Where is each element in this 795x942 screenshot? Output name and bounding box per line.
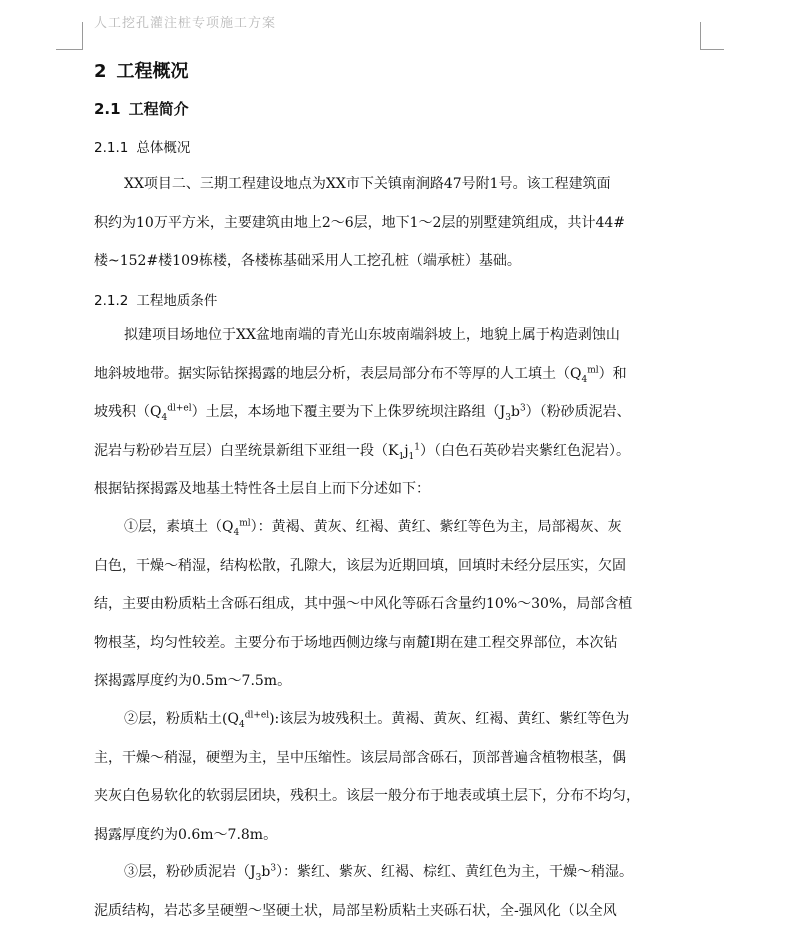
section-title: 工程简介 bbox=[128, 100, 189, 118]
formula-superscript: ml bbox=[239, 518, 251, 529]
formula-subscript: 4 bbox=[233, 527, 240, 538]
formula-symbol: b bbox=[510, 404, 520, 420]
subsection-number: 2.1.2 bbox=[94, 293, 129, 309]
formula-symbol: Q bbox=[227, 711, 239, 727]
crop-mark-right-vertical bbox=[700, 22, 701, 50]
running-header: 人工挖孔灌注桩专项施工方案 bbox=[94, 16, 277, 31]
paragraph-line: 物根茎，均匀性较差。主要分布于场地西侧边缘与南麓Ⅰ期在建工程交界部位，本次钻 bbox=[94, 634, 618, 651]
chapter-number: 2 bbox=[94, 61, 107, 82]
paragraph-line: 积约为10万平方米，主要建筑由地上2～6层，地下1～2层的别墅建筑组成，共计44# bbox=[94, 214, 625, 231]
text-run: ③层，粉砂质泥岩（ bbox=[124, 864, 250, 880]
section-number: 2.1 bbox=[94, 100, 121, 118]
subsection-title: 工程地质条件 bbox=[136, 293, 218, 309]
paragraph-line: 探揭露厚度约为0.5m～7.5m。 bbox=[94, 673, 292, 689]
paragraph-line bbox=[94, 393, 706, 432]
paragraph-line: 结，主要由粉质粘土含砾石组成，其中强～中风化等砾石含量约10%～30%，局部含植 bbox=[94, 596, 633, 612]
formula-subscript: 1 bbox=[408, 451, 415, 462]
section-heading bbox=[94, 98, 189, 119]
paragraph-line: 白色，干燥～稍湿，结构松散，孔隙大，该层为近期回填，回填时未经分层压实，欠固 bbox=[94, 557, 626, 574]
text-run: ):该层为坡残积土。黄褐、黄灰、红褐、黄红、紫红等色为 bbox=[269, 711, 630, 727]
paragraph-line: 楼~152#楼109栋楼，各楼栋基础采用人工挖孔桩（端承桩）基础。 bbox=[94, 253, 521, 269]
geology-paragraph bbox=[94, 316, 706, 509]
paragraph-line bbox=[94, 508, 706, 547]
paragraph-line bbox=[94, 432, 706, 471]
formula-subscript: 4 bbox=[161, 412, 168, 423]
paragraph-line: 揭露厚度约为0.6m～7.8m。 bbox=[94, 826, 278, 843]
text-run: ）土层，本场地下覆主要为下上侏罗统坝注路组（ bbox=[191, 404, 500, 420]
text-run: ）和 bbox=[598, 365, 627, 382]
text-run: 泥岩与粉砂岩互层）白垩统景新组下亚组一段（ bbox=[94, 442, 388, 459]
subsection-heading-overview bbox=[94, 136, 190, 156]
formula-subscript: 3 bbox=[255, 872, 262, 883]
text-run: ）：黄褐、黄灰、红褐、黄红、紫红等色为主，局部褐灰、灰 bbox=[250, 519, 622, 535]
text-run: 地斜坡地带。据实际钻探揭露的地层分析，表层局部分布不等厚的人工填土（ bbox=[94, 365, 570, 382]
formula-symbol: b bbox=[261, 864, 271, 880]
formula-symbol: J bbox=[250, 864, 256, 880]
text-run: 坡残积（ bbox=[94, 404, 150, 420]
text-run: ）：紫红、紫灰、红褐、棕红、黄红色为主，干燥～稍湿。 bbox=[276, 864, 634, 880]
layer-2-paragraph bbox=[94, 700, 706, 854]
layer-3-paragraph bbox=[94, 853, 706, 930]
formula-symbol: Q bbox=[222, 519, 234, 535]
formula-superscript: 3 bbox=[519, 403, 526, 414]
formula-subscript: 4 bbox=[238, 719, 245, 730]
paragraph-line: 拟建项目场地位于XX盆地南端的青光山东坡南端斜坡上，地貌上属于构造剥蚀山 bbox=[124, 327, 620, 343]
formula-superscript: 3 bbox=[270, 863, 277, 874]
text-run: ）（白色石英砂岩夹紫红色泥岩）。 bbox=[420, 442, 631, 459]
text-run: ①层，素填土（ bbox=[124, 519, 222, 535]
formula-subscript: 3 bbox=[505, 412, 511, 423]
paragraph-line bbox=[94, 700, 706, 739]
paragraph-line: 夹灰白色易软化的软弱层团块，残积土。该层一般分布于地表或填土层下，分布不均匀， bbox=[94, 788, 640, 804]
text-run: ②层，粉质粘土( bbox=[124, 711, 228, 727]
paragraph-line bbox=[94, 853, 706, 892]
formula-symbol: j bbox=[404, 442, 409, 459]
paragraph-line: 主，干燥～稍湿，硬塑为主，呈中压缩性。该层局部含砾石，顶部普遍含植物根茎，偶 bbox=[94, 749, 626, 766]
paragraph-line: 泥质结构，岩芯多呈硬塑～坚硬土状，局部呈粉质粘土夹砾石状，全-强风化（以全风 bbox=[94, 902, 617, 919]
subsection-number: 2.1.1 bbox=[94, 140, 129, 156]
formula-superscript: dl+el bbox=[244, 710, 270, 721]
layer-1-paragraph bbox=[94, 508, 706, 701]
subsection-title: 总体概况 bbox=[136, 140, 191, 156]
formula-symbol: K bbox=[388, 442, 399, 459]
paragraph-line bbox=[94, 355, 706, 394]
chapter-title: 工程概况 bbox=[116, 61, 189, 82]
crop-mark-left-horizontal bbox=[56, 49, 83, 50]
formula-symbol: Q bbox=[570, 365, 582, 382]
formula-symbol: J bbox=[499, 404, 506, 420]
paragraph-line: 根据钻探揭露及地基土特性各土层自上而下分述如下： bbox=[94, 481, 430, 497]
crop-mark-left-vertical bbox=[82, 22, 83, 50]
paragraph-line: XX项目二、三期工程建设地点为XX市下关镇南涧路47号附1号。该工程建筑面 bbox=[124, 176, 611, 192]
formula-superscript: 1 bbox=[414, 441, 421, 452]
subsection-heading-geology bbox=[94, 289, 217, 309]
formula-superscript: dl+el bbox=[167, 403, 192, 414]
chapter-heading bbox=[94, 57, 189, 83]
formula-subscript: 1 bbox=[398, 451, 405, 462]
formula-subscript: 4 bbox=[581, 374, 588, 385]
text-run: ）（粉砂质泥岩、 bbox=[525, 404, 631, 420]
formula-symbol: Q bbox=[150, 404, 162, 420]
crop-mark-right-horizontal bbox=[700, 49, 724, 50]
overview-paragraph bbox=[94, 165, 706, 281]
formula-superscript: ml bbox=[587, 364, 599, 375]
